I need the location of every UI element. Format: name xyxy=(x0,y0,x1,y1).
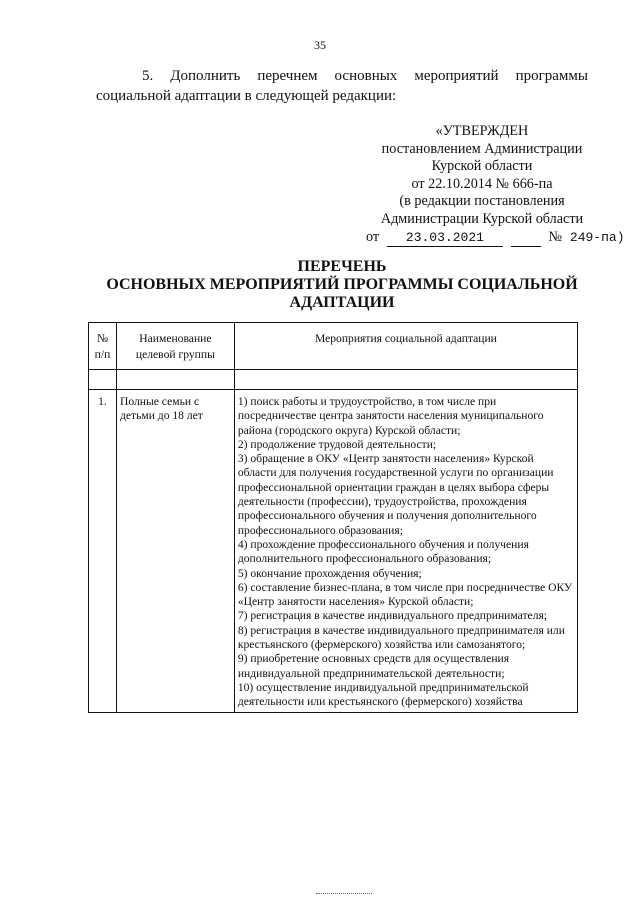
no-label: № xyxy=(548,228,563,245)
title-line-3: АДАПТАЦИИ xyxy=(289,294,395,311)
approval-line: от 22.10.2014 № 666-па xyxy=(411,175,553,192)
activity-item: 7) регистрация в качестве индивидуального предпринимателя; xyxy=(237,609,548,623)
document-title xyxy=(96,258,588,312)
activity-item: 4) прохождение профессионального обучения и получения дополнительного профессионального образования; xyxy=(237,537,529,566)
title-line-1: ПЕРЕЧЕНЬ xyxy=(297,258,387,275)
ot-label: от xyxy=(366,228,380,245)
row-number: 1. xyxy=(89,390,117,713)
activity-item: 5) окончание прохождения обучения; xyxy=(237,566,422,580)
date-underline-tail xyxy=(511,229,541,248)
approval-stamp xyxy=(362,123,625,247)
title-line-2: ОСНОВНЫХ МЕРОПРИЯТИЙ ПРОГРАММЫ СОЦИАЛЬНОЙ xyxy=(106,276,578,293)
activity-item: 1) поиск работы и трудоустройство, в том числе при посредничестве центра занятости населения муниципального района (городского округа) Курской области; xyxy=(237,395,544,437)
header-group: Наименование целевой группы xyxy=(116,323,234,370)
approval-reference-line xyxy=(362,228,625,248)
header-activities: Мероприятия социальной адаптации xyxy=(234,323,577,370)
row-activities xyxy=(234,390,577,713)
approval-line: Курской области xyxy=(431,158,533,175)
activity-item: 2) продолжение трудовой деятельности; xyxy=(237,437,437,451)
intro-paragraph: 5. Дополнить перечнем основных мероприятий программы социальной адаптации в следующей редакции: xyxy=(96,68,588,104)
approval-line: «УТВЕРЖДЕН xyxy=(435,123,529,139)
approval-line: Администрации Курской области xyxy=(380,210,584,227)
activity-item: 6) составление бизнес-плана, в том числе при посредничестве ОКУ «Центр занятости населения» Курской области; xyxy=(237,580,573,609)
page-number: 35 xyxy=(314,38,326,52)
activities-table xyxy=(88,322,578,713)
activity-item: 9) приобретение основных средств для осуществления индивидуальной предпринимательской деятельности; xyxy=(237,652,510,680)
activity-item: 3) обращение в ОКУ «Центр занятости населения» Курской области для получения государственной услуги по организации профессиональной ориентации граждан в целях выбора сферы деятельности (профессии), трудоустройства, прохождения профессионального обучения и получения дополнительного профессионального образования; xyxy=(237,452,554,537)
approval-line: постановлением Администрации xyxy=(381,140,583,157)
approval-number: 249-па) xyxy=(569,229,625,245)
activity-item: 10) осуществление индивидуальной предпринимательской деятельности или крестьянского (фермерского) хозяйства xyxy=(237,680,529,709)
table-row xyxy=(89,390,578,713)
approval-line: (в редакции постановления xyxy=(399,193,565,210)
table-header-row xyxy=(89,323,578,370)
spacer-row xyxy=(89,370,578,390)
header-num: № п/п xyxy=(89,323,117,370)
activity-item: 8) регистрация в качестве индивидуального предпринимателя или крестьянского (фермерского) хозяйства или самозанятого; xyxy=(237,623,565,652)
approval-date: 23.03.2021 xyxy=(387,229,503,248)
footer-mark xyxy=(316,893,372,894)
row-group: Полные семьи с детьми до 18 лет xyxy=(116,390,234,713)
